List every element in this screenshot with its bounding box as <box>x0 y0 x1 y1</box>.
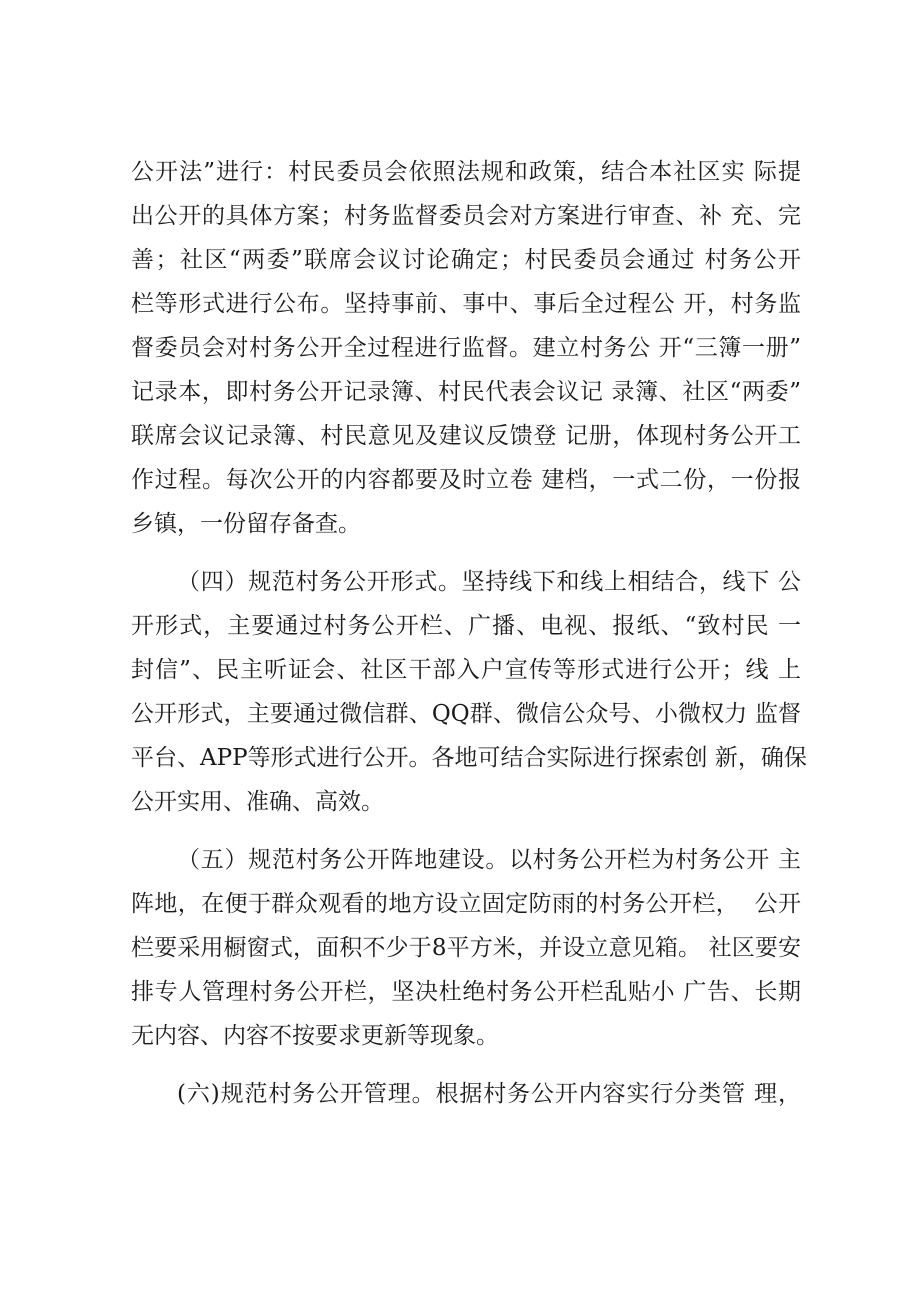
text-line: 乡镇，一份留存备查。 <box>131 511 361 537</box>
document-body <box>131 150 807 1116</box>
text-line: 记录本，即村务公开记录簿、村民代表会议记 录簿、社区“两委” <box>131 379 801 405</box>
section-heading-line: (六)规范村务公开管理。根据村务公开内容实行分类管 理， <box>177 1081 801 1107</box>
text-line: 排专人管理村务公开栏，坚决杜绝村务公开栏乱贴小 广告、长期 <box>131 979 801 1005</box>
text-line: 公开实用、准确、高效。 <box>131 789 384 815</box>
section-heading-line: （四）规范村务公开形式。坚持线下和线上相结合，线下 公 <box>177 569 801 595</box>
paragraph-section-4 <box>131 560 807 824</box>
paragraph-gap <box>131 824 801 838</box>
text-line: 公开形式，主要通过微信群、QQ群、微信公众号、小微权力 监督 <box>131 701 801 727</box>
text-line: 公开法”进行：村民委员会依照法规和政策，结合本社区实 际提 <box>131 159 801 185</box>
text-line: 善；社区“两委”联席会议讨论确定；村民委员会通过 村务公开 <box>131 247 801 273</box>
text-line: 无内容、内容不按要求更新等现象。 <box>131 1023 499 1049</box>
text-line: 平台、APP等形式进行公开。各地可结合实际进行探索创 新，确保 <box>131 745 807 771</box>
paragraph-gap <box>131 546 801 560</box>
section-heading-line: （五）规范村务公开阵地建设。以村务公开栏为村务公开 主 <box>177 847 801 873</box>
text-line: 出公开的具体方案；村务监督委员会对方案进行审查、补 充、完 <box>131 203 801 229</box>
text-line: 栏等形式进行公布。坚持事前、事中、事后全过程公 开，村务监 <box>131 291 801 317</box>
text-line: 封信”、民主听证会、社区干部入户宣传等形式进行公开；线 上 <box>131 657 801 683</box>
text-line: 督委员会对村务公开全过程进行监督。建立村务公 开“三簿一册” <box>131 335 801 361</box>
text-line: 作过程。每次公开的内容都要及时立卷 建档，一式二份，一份报 <box>131 467 801 493</box>
paragraph-section-5 <box>131 838 801 1058</box>
paragraph-gap <box>131 1058 801 1072</box>
text-line: 栏要采用橱窗式，面积不少于8平方米，并设立意见箱。 社区要安 <box>131 935 801 961</box>
text-line: 开形式，主要通过村务公开栏、广播、电视、报纸、“致村民 一 <box>131 613 801 639</box>
paragraph-section-6 <box>131 1072 801 1116</box>
text-line: 阵地，在便于群众观看的地方设立固定防雨的村务公开栏， 公开 <box>131 891 801 917</box>
text-line: 联席会议记录簿、村民意见及建议反馈登 记册，体现村务公开工 <box>131 423 801 449</box>
paragraph-process <box>131 150 801 546</box>
